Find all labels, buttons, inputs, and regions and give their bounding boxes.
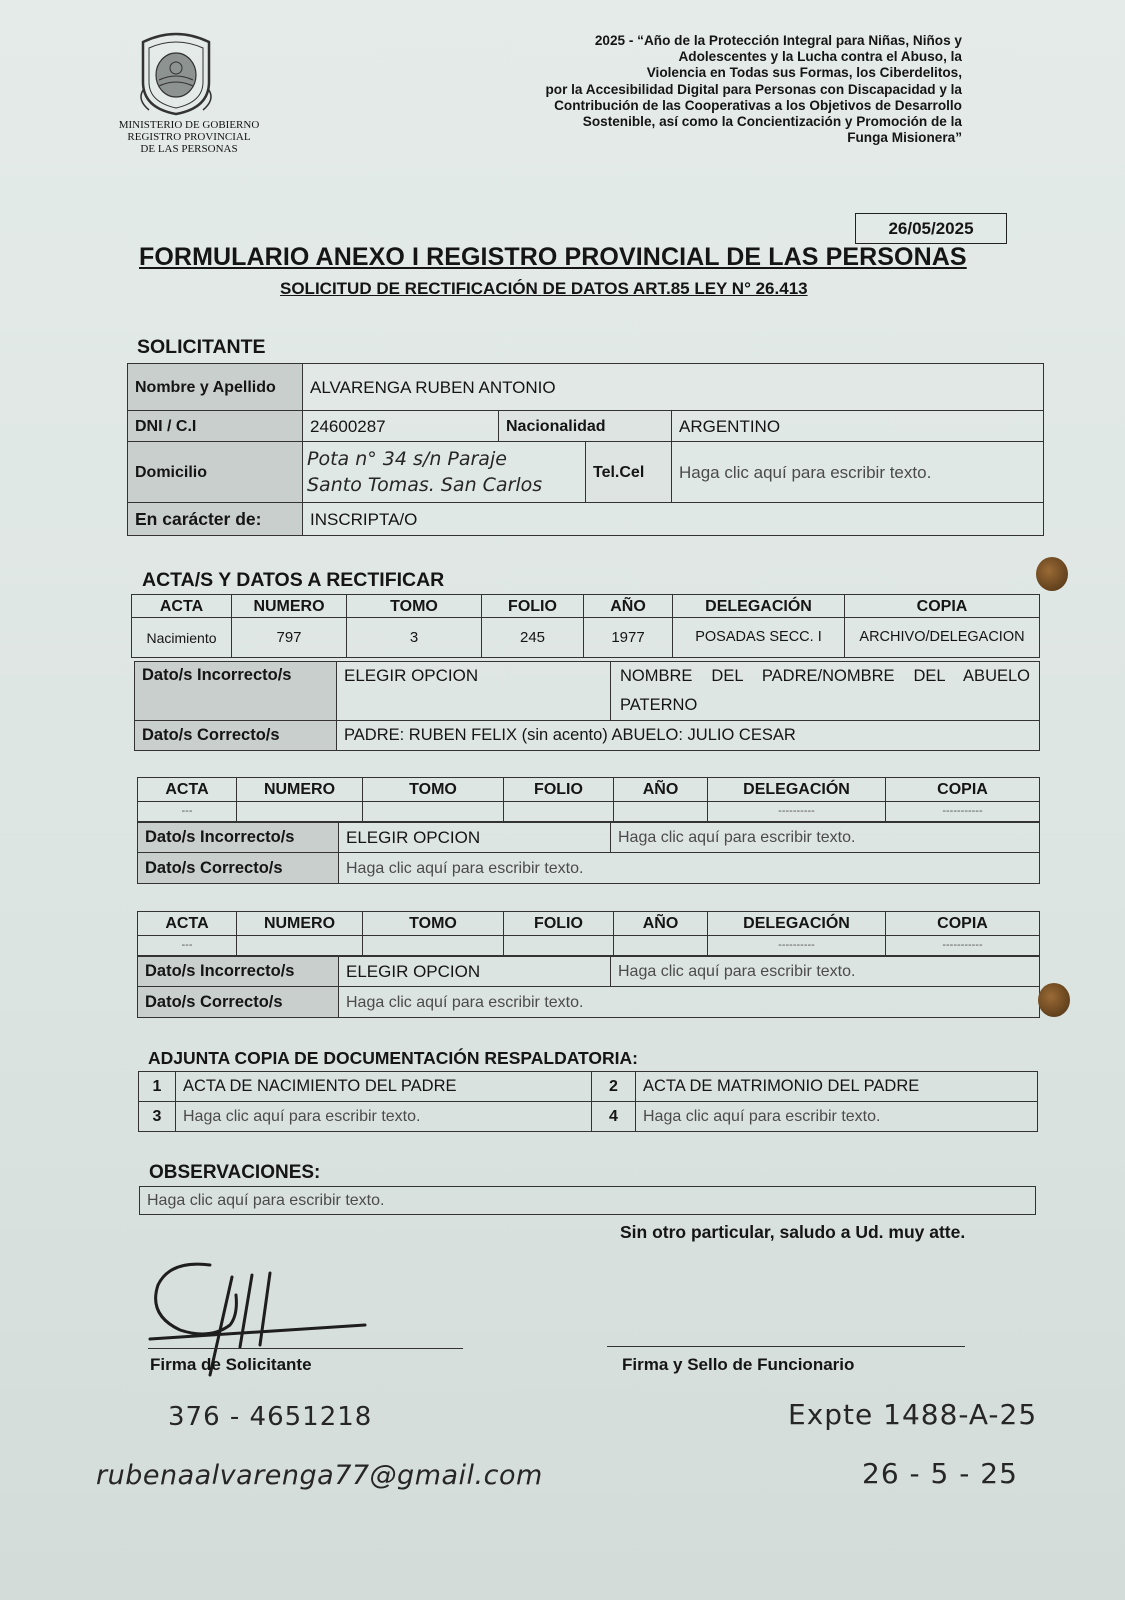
acta1-table bbox=[131, 594, 1040, 658]
adjunta-heading: ADJUNTA COPIA DE DOCUMENTACIÓN RESPALDATORIA: bbox=[148, 1048, 638, 1068]
acta2-folio[interactable] bbox=[504, 802, 614, 822]
col-copia: COPIA bbox=[845, 595, 1040, 618]
col-acta: ACTA bbox=[132, 595, 232, 618]
acta3-tomo[interactable] bbox=[363, 936, 504, 956]
acta3-col-anio: AÑO bbox=[614, 912, 708, 936]
acta1-incorrect-text[interactable]: NOMBRE DEL PADRE/NOMBRE DEL ABUELO PATERNO bbox=[611, 662, 1040, 721]
closing-text: Sin otro particular, saludo a Ud. muy atte. bbox=[620, 1222, 966, 1242]
acta2-col-acta: ACTA bbox=[138, 778, 237, 802]
acta1-acta[interactable]: Nacimiento bbox=[132, 618, 232, 658]
punch-hole-bottom bbox=[1038, 983, 1070, 1017]
acta1-delegacion[interactable]: POSADAS SECC. I bbox=[673, 618, 845, 658]
acta3-numero[interactable] bbox=[237, 936, 363, 956]
acta2-acta[interactable]: --- bbox=[138, 802, 237, 822]
adjunta-num-3: 3 bbox=[139, 1102, 176, 1132]
acta3-folio[interactable] bbox=[504, 936, 614, 956]
official-signature-line bbox=[607, 1346, 965, 1347]
domicilio-handwritten-line2: Santo Tomas. San Carlos bbox=[307, 474, 543, 496]
acta3-incorrect-label: Dato/s Incorrecto/s bbox=[138, 957, 339, 987]
handwritten-phone: 376 - 4651218 bbox=[168, 1402, 373, 1432]
acta1-correct-text[interactable]: PADRE: RUBEN FELIX (sin acento) ABUELO: JULIO CESAR bbox=[337, 721, 1040, 751]
acta3-correct-label: Dato/s Correcto/s bbox=[138, 987, 339, 1018]
acta2-incorrect-option[interactable]: ELEGIR OPCION bbox=[339, 823, 611, 853]
acta2-col-folio: FOLIO bbox=[504, 778, 614, 802]
caracter-label: En carácter de: bbox=[128, 503, 303, 536]
acta2-correct-label: Dato/s Correcto/s bbox=[138, 853, 339, 884]
acta1-data-table bbox=[134, 661, 1040, 751]
observaciones-table bbox=[139, 1186, 1036, 1215]
domicilio-label: Domicilio bbox=[128, 442, 303, 503]
domicilio-field[interactable] bbox=[303, 442, 586, 503]
acta2-correct-text[interactable]: Haga clic aquí para escribir texto. bbox=[339, 853, 1040, 884]
nombre-field[interactable]: ALVARENGA RUBEN ANTONIO bbox=[303, 364, 1044, 411]
nacionalidad-label: Nacionalidad bbox=[499, 411, 672, 442]
domicilio-handwritten-line1: Pota n° 34 s/n Paraje bbox=[307, 448, 507, 470]
acta2-data-table bbox=[137, 822, 1040, 884]
acta3-data-table bbox=[137, 956, 1040, 1018]
acta3-col-copia: COPIA bbox=[886, 912, 1040, 936]
adjunta-num-4: 4 bbox=[592, 1102, 636, 1132]
adjunta-table bbox=[138, 1071, 1038, 1132]
observaciones-field[interactable]: Haga clic aquí para escribir texto. bbox=[140, 1187, 1036, 1215]
acta3-col-numero: NUMERO bbox=[237, 912, 363, 936]
acta1-copia[interactable]: ARCHIVO/DELEGACION bbox=[845, 618, 1040, 658]
col-numero: NUMERO bbox=[232, 595, 347, 618]
adjunta-item-2[interactable]: ACTA DE MATRIMONIO DEL PADRE bbox=[636, 1072, 1038, 1102]
acta3-delegacion[interactable]: ---------- bbox=[708, 936, 886, 956]
punch-hole-top bbox=[1036, 557, 1068, 591]
dni-field[interactable]: 24600287 bbox=[303, 411, 499, 442]
nombre-label: Nombre y Apellido bbox=[128, 364, 303, 411]
acta1-incorrect-option[interactable]: ELEGIR OPCION bbox=[337, 662, 611, 721]
date-field[interactable]: 26/05/2025 bbox=[855, 213, 1007, 244]
telcel-label: Tel.Cel bbox=[586, 442, 672, 503]
year-motto: 2025 - “Año de la Protección Integral para Niñas, Niños y Adolescentes y la Lucha contra el Abuso, la Violencia en Todas sus Formas, los Ciberdelitos, por la Accesibilidad Digital para Personas con Discapacidad y la Contribución de las Cooperativas a los Objetivos de Desarrollo Sostenible, así como la Concientización y Promoción de la Funga Misionera” bbox=[545, 33, 962, 146]
acta2-copia[interactable]: ----------- bbox=[886, 802, 1040, 822]
acta3-anio[interactable] bbox=[614, 936, 708, 956]
col-folio: FOLIO bbox=[482, 595, 584, 618]
handwritten-date: 26 - 5 - 25 bbox=[862, 1457, 1018, 1490]
acta2-col-copia: COPIA bbox=[886, 778, 1040, 802]
acta3-col-delegacion: DELEGACIÓN bbox=[708, 912, 886, 936]
actas-heading: ACTA/S Y DATOS A RECTIFICAR bbox=[142, 569, 445, 591]
handwritten-email: rubenaalvarenga77@gmail.com bbox=[96, 1460, 543, 1491]
acta1-correct-label: Dato/s Correcto/s bbox=[135, 721, 337, 751]
ministry-name: MINISTERIO DE GOBIERNO REGISTRO PROVINCIAL DE LAS PERSONAS bbox=[118, 119, 260, 155]
adjunta-item-3[interactable]: Haga clic aquí para escribir texto. bbox=[176, 1102, 592, 1132]
acta3-acta[interactable]: --- bbox=[138, 936, 237, 956]
solicitante-table bbox=[127, 363, 1044, 536]
acta3-table bbox=[137, 911, 1040, 956]
dni-label: DNI / C.I bbox=[128, 411, 303, 442]
acta1-folio[interactable]: 245 bbox=[482, 618, 584, 658]
telcel-field[interactable]: Haga clic aquí para escribir texto. bbox=[672, 442, 1044, 503]
acta3-incorrect-text[interactable]: Haga clic aquí para escribir texto. bbox=[611, 957, 1040, 987]
col-tomo: TOMO bbox=[347, 595, 482, 618]
acta1-incorrect-label: Dato/s Incorrecto/s bbox=[135, 662, 337, 721]
observaciones-heading: OBSERVACIONES: bbox=[149, 1162, 321, 1183]
acta2-col-tomo: TOMO bbox=[363, 778, 504, 802]
acta2-col-numero: NUMERO bbox=[237, 778, 363, 802]
applicant-signature-label: Firma de Solicitante bbox=[150, 1355, 312, 1374]
official-signature-label: Firma y Sello de Funcionario bbox=[622, 1355, 855, 1374]
acta2-col-anio: AÑO bbox=[614, 778, 708, 802]
acta3-col-folio: FOLIO bbox=[504, 912, 614, 936]
acta2-col-delegacion: DELEGACIÓN bbox=[708, 778, 886, 802]
acta2-anio[interactable] bbox=[614, 802, 708, 822]
col-anio: AÑO bbox=[584, 595, 673, 618]
adjunta-num-2: 2 bbox=[592, 1072, 636, 1102]
acta3-incorrect-option[interactable]: ELEGIR OPCION bbox=[339, 957, 611, 987]
acta2-incorrect-text[interactable]: Haga clic aquí para escribir texto. bbox=[611, 823, 1040, 853]
caracter-field[interactable]: INSCRIPTA/O bbox=[303, 503, 1044, 536]
applicant-signature-line bbox=[148, 1348, 463, 1349]
acta1-numero[interactable]: 797 bbox=[232, 618, 347, 658]
adjunta-num-1: 1 bbox=[139, 1072, 176, 1102]
acta3-copia[interactable]: ----------- bbox=[886, 936, 1040, 956]
form-title: FORMULARIO ANEXO I REGISTRO PROVINCIAL DE LAS PERSONAS bbox=[139, 243, 967, 271]
province-seal-logo bbox=[135, 30, 217, 116]
acta2-delegacion[interactable]: ---------- bbox=[708, 802, 886, 822]
acta3-correct-text[interactable]: Haga clic aquí para escribir texto. bbox=[339, 987, 1040, 1018]
adjunta-item-1[interactable]: ACTA DE NACIMIENTO DEL PADRE bbox=[176, 1072, 592, 1102]
acta3-col-tomo: TOMO bbox=[363, 912, 504, 936]
col-delegacion: DELEGACIÓN bbox=[673, 595, 845, 618]
handwritten-expediente: Expte 1488-A-25 bbox=[788, 1398, 1038, 1431]
acta1-anio[interactable]: 1977 bbox=[584, 618, 673, 658]
acta2-numero[interactable] bbox=[237, 802, 363, 822]
adjunta-item-4[interactable]: Haga clic aquí para escribir texto. bbox=[636, 1102, 1038, 1132]
form-subtitle: SOLICITUD DE RECTIFICACIÓN DE DATOS ART.85 LEY N° 26.413 bbox=[280, 279, 808, 298]
solicitante-heading: SOLICITANTE bbox=[137, 336, 266, 358]
nacionalidad-field[interactable]: ARGENTINO bbox=[672, 411, 1044, 442]
acta2-table bbox=[137, 777, 1040, 822]
acta2-tomo[interactable] bbox=[363, 802, 504, 822]
acta3-col-acta: ACTA bbox=[138, 912, 237, 936]
acta2-incorrect-label: Dato/s Incorrecto/s bbox=[138, 823, 339, 853]
acta1-tomo[interactable]: 3 bbox=[347, 618, 482, 658]
